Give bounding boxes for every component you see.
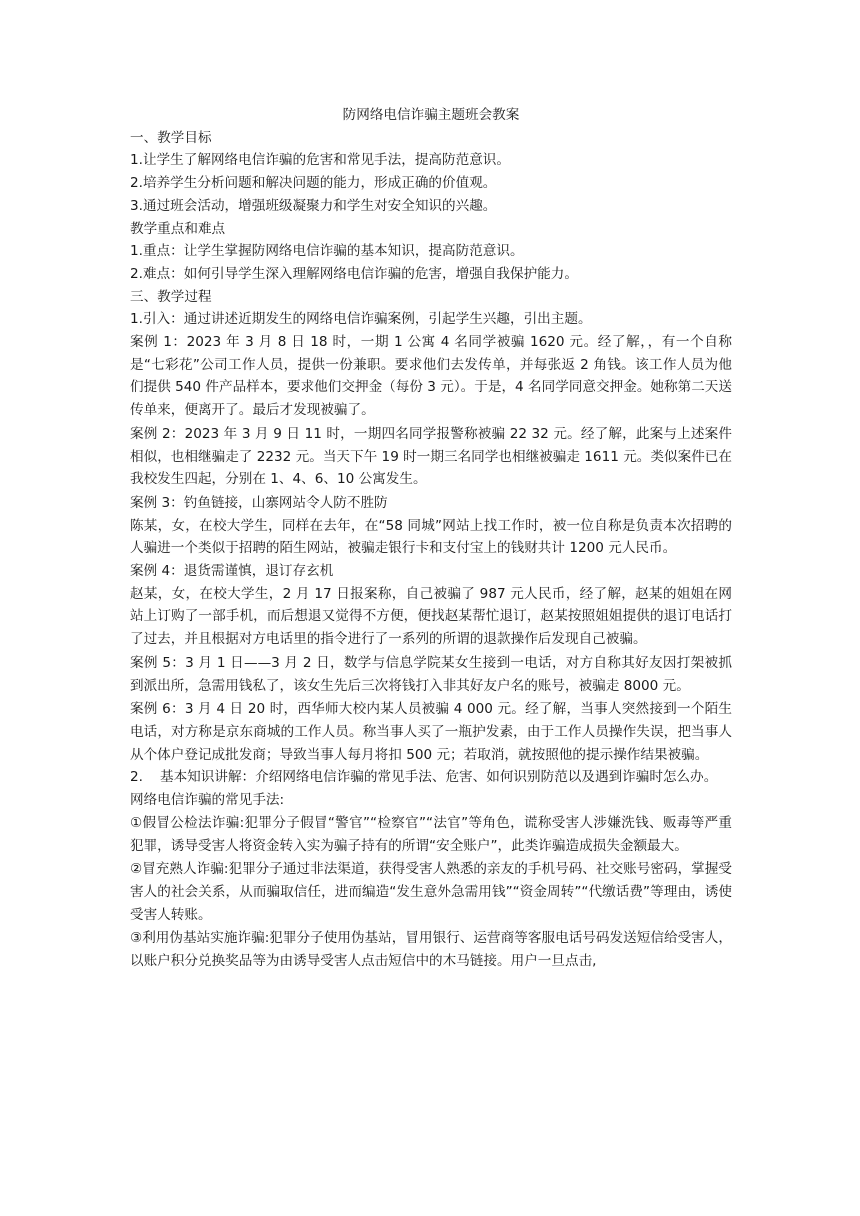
document-body xyxy=(130,104,732,973)
section-heading-goals: 一、教学目标 xyxy=(130,129,212,146)
item-text: 基本知识讲解：介绍网络电信诈骗的常见手法、危害、如何识别防范以及遇到诈骗时怎么办。 xyxy=(160,769,718,786)
case-paragraph: 案例 2：2023 年 3 月 9 日 11 时，一期四名同学报警称被骗 22 32 元。经了解，此案与上述案件相似，也相继骗走了 2232 元。当天下午 19 时一期三名同学也相继被骗走 1611 元。类似案件已在我校发生四起，分别在 1、4、6、10 公寓发生。 xyxy=(130,425,732,488)
case-paragraph: 案例 6：3 月 4 日 20 时，西华师大校内某人员被骗 4 000 元。经了解，当事人突然接到一个陌生电话，对方称是京东商城的工作人员。称当事人买了一瓶护发素，由于工作人员操作失误，把当事人从个体户登记成批发商；导致当事人每月将扣 500 元；若取消，就按照他的提示操作结果被骗。 xyxy=(130,701,732,763)
case-paragraph: 赵某，女，在校大学生，2 月 17 日报案称，自己被骗了 987 元人民币，经了解，赵某的姐姐在网站上订购了一部手机，而后想退又觉得不方便，便找赵某帮忙退订，赵某按照姐姐提供的退订电话打了过去，并且根据对方电话里的指令进行了一系列的所谓的退款操作后发现自己被骗。 xyxy=(130,585,732,648)
method-paragraph: ③利用伪基站实施诈骗:犯罪分子使用伪基站，冒用银行、运营商等客服电话号码发送短信给受害人，以账户积分兑换奖品等为由诱导受害人点击短信中的木马链接。用户一旦点击, xyxy=(130,930,732,970)
case-heading: 案例 4：退货需谨慎，退订存玄机 xyxy=(130,563,334,580)
goal-item: 2.培养学生分析问题和解决问题的能力，形成正确的价值观。 xyxy=(130,175,497,192)
key-point-item: 1.重点：让学生掌握防网络电信诈骗的基本知识，提高防范意识。 xyxy=(130,243,524,260)
goal-item: 3.通过班会活动，增强班级凝聚力和学生对安全知识的兴趣。 xyxy=(130,197,497,214)
section-heading-process: 三、教学过程 xyxy=(130,288,212,305)
case-paragraph: 陈某，女，在校大学生，同样在去年，在“58 同城”网站上找工作时，被一位自称是负责本次招聘的人骗进一个类似于招聘的陌生网站，被骗走银行卡和支付宝上的钱财共计 1200 元人民币。 xyxy=(130,517,732,557)
document-title: 防网络电信诈骗主题班会教案 xyxy=(342,107,520,123)
case-heading: 案例 3：钓鱼链接，山寨网站令人防不胜防 xyxy=(130,494,388,511)
method-paragraph: ①假冒公检法诈骗:犯罪分子假冒“警官”“检察官”“法官”等角色，谎称受害人涉嫌洗钱、贩毒等严重犯罪，诱导受害人将资金转入实为骗子持有的所谓“安全账户”，此类诈骗造成损失金额最大。 xyxy=(130,814,732,854)
methods-heading: 网络电信诈骗的常见手法: xyxy=(130,792,285,809)
key-point-item: 2.难点：如何引导学生深入理解网络电信诈骗的危害，增强自我保护能力。 xyxy=(130,265,578,282)
numbered-item xyxy=(130,766,732,789)
process-intro: 1.引入：通过讲述近期发生的网络电信诈骗案例，引起学生兴趣，引出主题。 xyxy=(130,311,592,328)
goal-item: 1.让学生了解网络电信诈骗的危害和常见手法，提高防范意识。 xyxy=(130,152,510,169)
case-paragraph: 案例 1：2023 年 3 月 8 日 18 时，一期 1 公寓 4 名同学被骗 1620 元。经了解，，有一个自称是“七彩花”公司工作人员，提供一份兼职。要求他们去发传单，并每张返 2 角钱。该工作人员为他们提供 540 件产品样本，要求他们交押金（每份 3 元）。于是，4 名同学同意交押金。她称第二天送传单来，便离开了。最后才发现被骗了。 xyxy=(130,334,732,419)
item-number: 2. xyxy=(130,769,143,786)
section-heading-key-points: 教学重点和难点 xyxy=(130,220,226,237)
method-paragraph: ②冒充熟人诈骗:犯罪分子通过非法渠道，获得受害人熟悉的亲友的手机号码、社交账号密码，掌握受害人的社会关系，从而骗取信任，进而编造“发生意外急需用钱”“资金周转”“代缴话费”等理由，诱使受害人转账。 xyxy=(130,861,732,923)
case-paragraph: 案例 5：3 月 1 日——3 月 2 日，数学与信息学院某女生接到一电话，对方自称其好友因打架被抓到派出所，急需用钱私了，该女生先后三次将钱打入非其好友户名的账号，被骗走 8000 元。 xyxy=(130,654,732,694)
